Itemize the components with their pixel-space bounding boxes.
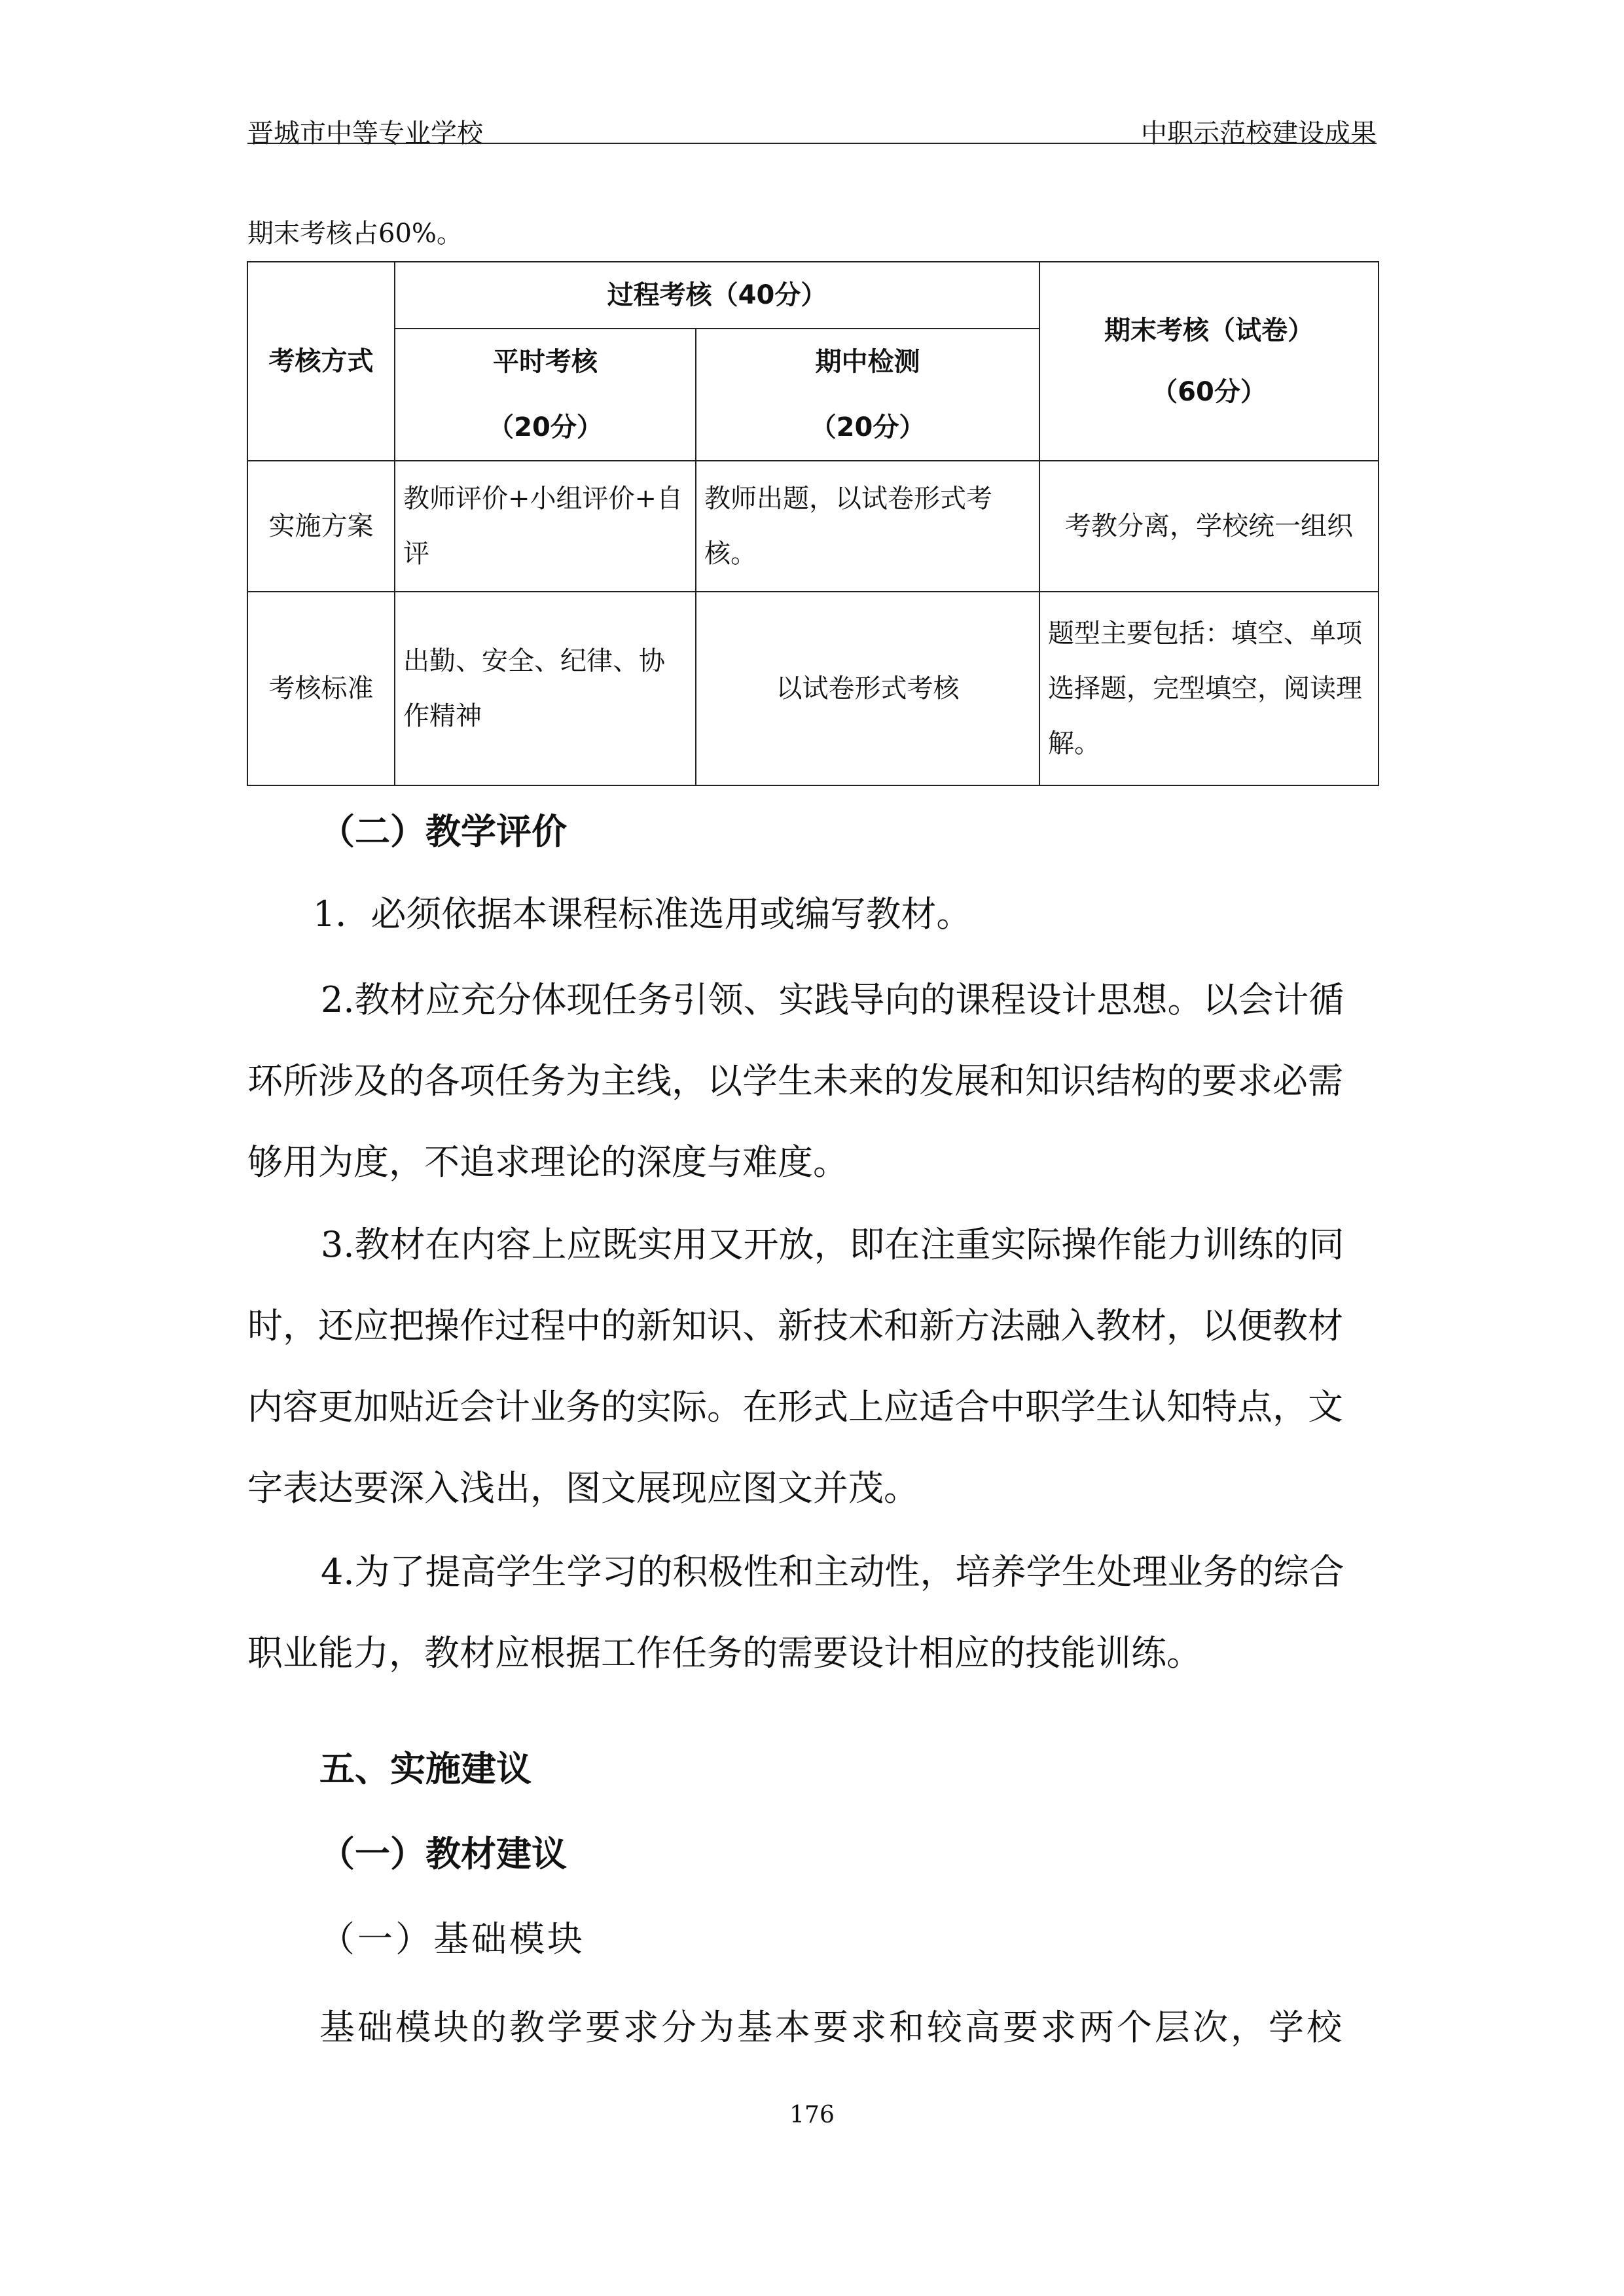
paragraph-2: 2.教材应充分体现任务引领、实践导向的课程设计思想。以会计循环所涉及的各项任务为主线，以学生未来的发展和知识结构的要求必需够用为度，不追求理论的深度与难度。 [247, 979, 1344, 1183]
intro-text: 期末考核占60%。 [247, 219, 463, 249]
table-cell-regular: 出勤、安全、纪律、协作精神 [395, 592, 696, 785]
table-cell-label: 实施方案 [247, 461, 395, 592]
table-row-header: 考核方式 [247, 262, 395, 461]
regular-score: （20分） [488, 412, 603, 442]
paragraph-1: 1．必须依据本课程标准选用或编写教材。 [313, 893, 972, 935]
header-document-title: 中职示范校建设成果 [1141, 118, 1377, 149]
section-heading-textbook: （一）教材建议 [319, 1833, 567, 1874]
paragraph-basic-module: 基础模块的教学要求分为基本要求和较高要求两个层次，学校 [319, 2007, 1344, 2048]
table-cell-midterm: 以试卷形式考核 [696, 592, 1039, 785]
midterm-score: （20分） [810, 412, 926, 442]
table-process-group-header: 过程考核（40分） [395, 262, 1039, 329]
table-final-header [1039, 262, 1379, 461]
table-cell-final: 题型主要包括：填空、单项选择题，完型填空，阅读理解。 [1039, 592, 1379, 785]
regular-title: 平时考核 [493, 347, 598, 377]
paragraph-3: 3.教材在内容上应既实用又开放，即在注重实际操作能力训练的同时，还应把操作过程中的新知识、新技术和新方法融入教材，以便教材内容更加贴近会计业务的实际。在形式上应适合中职学生认知特点，文字表达要深入浅出，图文展现应图文并茂。 [247, 1224, 1344, 1509]
header-divider [247, 143, 1377, 144]
table-cell-midterm: 教师出题，以试卷形式考核。 [696, 461, 1039, 592]
section-heading-evaluation: （二）教学评价 [319, 811, 567, 852]
header-school-name: 晋城市中等专业学校 [247, 118, 483, 149]
final-title: 期末考核（试卷） [1104, 315, 1314, 346]
paragraph-4: 4.为了提高学生学习的积极性和主动性，培养学生处理业务的综合职业能力，教材应根据工作任务的需要设计相应的技能训练。 [247, 1551, 1344, 1674]
table-midterm-header [696, 329, 1039, 461]
table-row [247, 592, 1379, 785]
page-number: 176 [789, 2102, 835, 2128]
table-cell-label: 考核标准 [247, 592, 395, 785]
section-heading-implementation: 五、实施建议 [319, 1748, 532, 1789]
section-heading-basic-module: （一）基础模块 [319, 1918, 585, 1960]
table-cell-final: 考教分离，学校统一组织 [1039, 461, 1379, 592]
final-score: （60分） [1151, 377, 1267, 407]
table-regular-header [395, 329, 696, 461]
assessment-table [247, 261, 1379, 786]
midterm-title: 期中检测 [815, 347, 920, 377]
table-cell-regular: 教师评价+小组评价+自评 [395, 461, 696, 592]
table-row [247, 461, 1379, 592]
